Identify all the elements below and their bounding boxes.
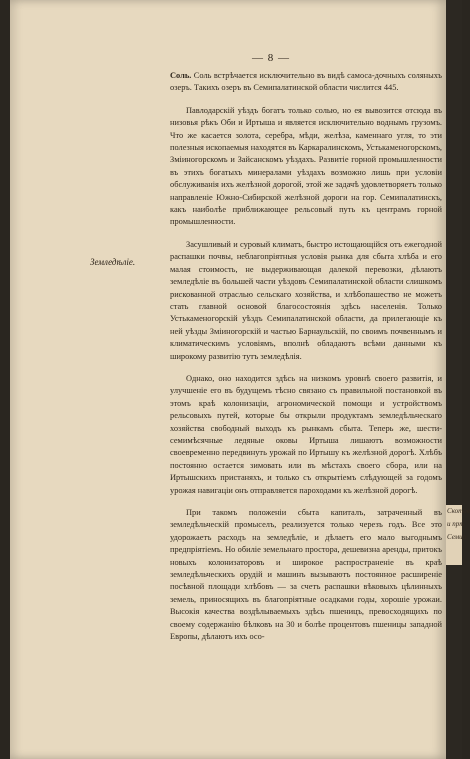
page-number: — 8 — <box>252 52 290 64</box>
paragraph-capital: При такомъ положеніи сбыта капиталъ, затраченный въ земледѣльческій промыселъ, реализуется только черезъ годъ. Все это удорожаетъ расходъ на земледѣліе, и дѣлаетъ его мало выгоднымъ предпріятіемъ. Но обиліе земельнаго простора, дешевизна аренды, притокъ новыхъ колонизаторовъ и широкое распространеніе въ краѣ земледѣльческихъ орудій и машинъ вызываютъ постоянное расширеніе посѣвной площади хлѣбовъ — за счетъ распашки вѣковыхъ цѣлинныхъ земель, приносящихъ въ благопріятные осадками годы, хорошіе урожаи. Высокія качества воздѣлываемыхъ здѣсь пшеницъ, превосходящихъ по своему содержанію бѣлковъ на 30 и болѣе процентовъ пшеницы западной Европы, дѣлаютъ ихъ осо- <box>170 508 442 642</box>
paragraph-lead: Соль. <box>170 71 192 80</box>
paragraph-text: Соль встрѣчается исключительно въ видѣ самоса-дочныхъ соляныхъ озеръ. Такихъ озеръ въ Семипалатинской области числится 445. <box>170 71 442 93</box>
adjacent-page-fragment <box>446 505 470 565</box>
paragraph-development: Однако, оно находится здѣсь на низкомъ уровнѣ своего развитія, и улучшеніе его въ будущемъ тѣсно связано съ правильной постановкой въ этомъ краѣ колонизаціи, агрономической помощи и устройствомъ рельсовыхъ путей, которые бы открыли продуктамъ земледѣльческаго хозяйства свободный выходъ къ рынкамъ сбыта. Теперь же, шести-семимѣсячные ледяные оковы Иртыша лишаютъ возможности своевременно передвинуть урожай по Иртышу къ желѣзной дорогѣ. Хлѣбъ постоянно остается зимовать или въ мѣстахъ своего сбора, или на Иртышскихъ пристаняхъ, и только съ открытіемъ слѣдующей за годомъ урожая навигаціи онъ отправляется пароходами къ желѣзной дорогѣ. <box>170 373 442 495</box>
adjacent-line-3: Семип <box>447 533 467 541</box>
paragraph-climate: Засушливый и суровый климатъ, быстро истощающійся отъ ежегодной распашки почвы, неблагопріятныя условія рынка для сбыта хлѣба и его малая стоимость, не выдерживающая далекой перевозки, дѣлаютъ земледѣліе въ большей части уѣздовъ Семипалатинской области слишкомъ рискованной отраслью сельскаго хозяйства, и хлѣбопашество не можетъ стать главной основой благосостоянія здѣсь населенія. Только Устькаменогорскій уѣздъ Семипалатинской области, да прилегающіе къ ней уѣзды Зміиногорскій и частью Барнаульскій, по своимъ почвеннымъ и климатическимъ условіямъ, вполнѣ обладаютъ всѣми данными къ широкому развитію тутъ земледѣлія. <box>170 239 442 361</box>
adjacent-page-edge <box>446 0 470 759</box>
margin-note-agriculture: Земледѣліе. <box>90 257 136 267</box>
body-text <box>170 70 442 653</box>
paragraph-salt <box>170 70 442 95</box>
adjacent-line-1: Скотов <box>447 507 470 515</box>
adjacent-line-2: и прѣ <box>447 520 464 528</box>
book-page <box>10 0 446 759</box>
paragraph-pavlodar: Павлодарскій уѣздъ богатъ только солью, но ея вывозится отсюда въ низовья рѣкъ Оби и Иртыша и является исключительно воднымъ грузомъ. Что же касается золота, серебра, мѣди, желѣза, каменнаго угля, то эти полезныя ископаемыя находятся въ Каркаралинскомъ, Устькаменогорскомъ, Зміиногорскомъ и Зайсанскомъ уѣздахъ. Развитіе горной промышленности въ этихъ богатыхъ минералами уѣздахъ возможно лишь при условіи обслуживанія ихъ желѣзной дорогой, этой же задачѣ удовлетворяетъ только направленіе Южно-Сибирской желѣзной дороги на гор. Семипалатинскъ, какъ наиболѣе приближающее рельсовый путь къ центрамъ горной промышленности. <box>170 105 443 227</box>
